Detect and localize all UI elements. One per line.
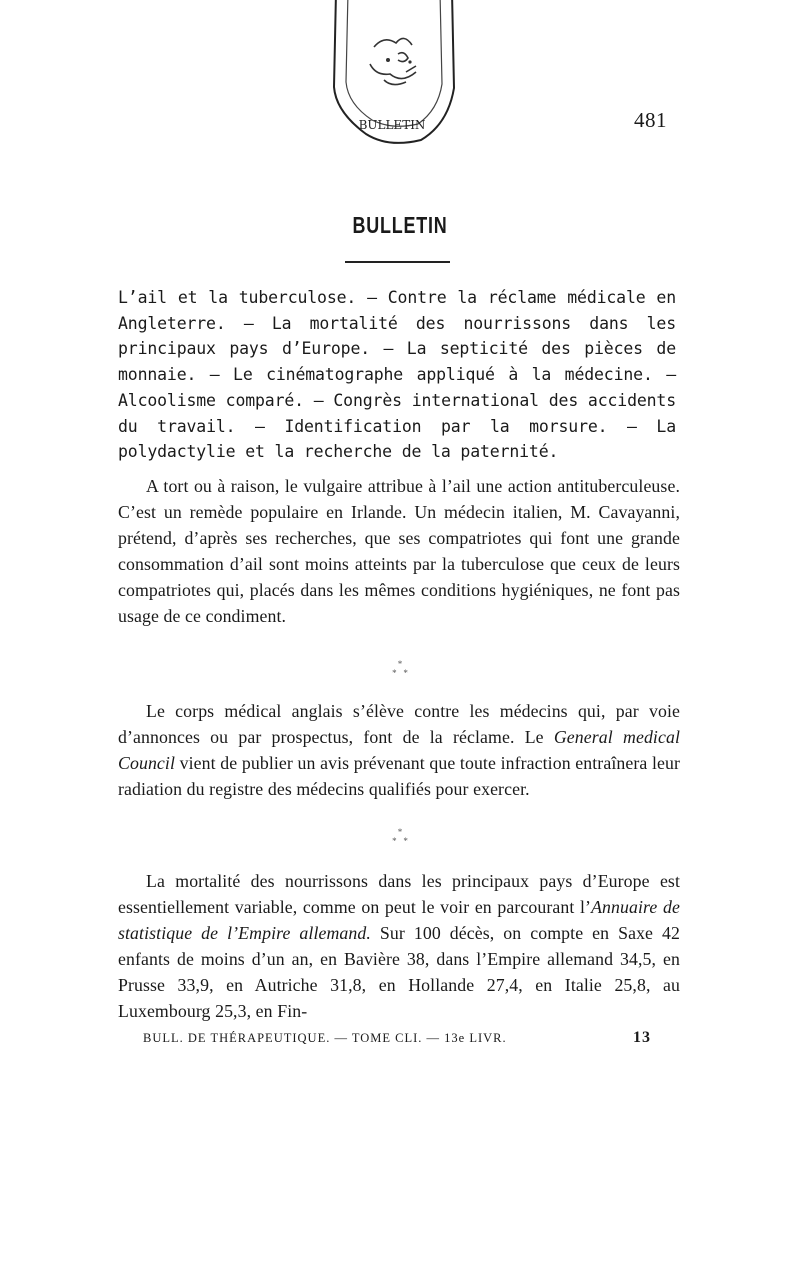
- footer-text: BULL. DE THÉRAPEUTIQUE. — TOME CLI. — 13e LIVR.: [143, 1031, 507, 1045]
- paragraph-advertising: Le corps médical anglais s’élève contre les médecins qui, par voie d’annonces ou par prospectus, font de la réclame. Le General medical Council vient de publier un avis prévenant que toute infraction entraînera leur radiation du registre des médecins qualifiés pour exercer.: [118, 701, 680, 799]
- library-stamp: [326, 0, 458, 157]
- paragraph-garlic-text: A tort ou à raison, le vulgaire attribue à l’ail une action antituberculeuse. C’est un remède populaire en Irlande. Un médecin italien, M. Cavayanni, prétend, d’après ses recherches, que ses compatriotes qui font une grande consommation d’ail sont moins atteints par la tuberculose que ceux de leurs compatriotes qui, placés dans les mêmes conditions hygiéniques, ne font pas usage de ce condiment.: [118, 476, 680, 626]
- council-name: General medical Council: [118, 726, 680, 773]
- paragraph-infant-mortality: La mortalité des nourrissons dans les principaux pays d’Europe est essentiellement variable, comme on peut le voir en parcourant l’Annuaire de statistique de l’Empire allemand. Sur 100 décès, on compte en Saxe 42 enfants de moins d’un an, en Bavière 38, dans l’Empire allemand 34,5, en Prusse 33,9, en Autriche 31,8, en Hollande 27,4, en Italie 25,8, au Luxembourg 25,3, en Fin-: [118, 871, 680, 1021]
- asterism-separator: * * *: [392, 659, 408, 678]
- stamp-caption: BULLETIN: [358, 118, 426, 132]
- page-footer: [143, 1031, 673, 1046]
- title-rule: [345, 261, 450, 263]
- paragraph-garlic: [118, 474, 680, 629]
- sheet-number: 13: [633, 1029, 651, 1046]
- yearbook-title: Annuaire de statistique de l’Empire allemand.: [118, 896, 680, 943]
- section-title: BULLETIN: [352, 212, 448, 238]
- asterism-separator: * * *: [392, 827, 408, 846]
- summary-paragraph: L’ail et la tuberculose. — Contre la réclame médicale en Angleterre. — La mortalité des nourrissons dans les principaux pays d’Europe. — La septicité des pièces de monnaie. — Le cinématographe appliqué à la médecine. — Alcoolisme comparé. — Congrès international des accidents du travail. — Identification par la morsure. — La polydactylie et la recherche de la paternité.: [118, 288, 676, 462]
- page-number: 481: [634, 108, 667, 132]
